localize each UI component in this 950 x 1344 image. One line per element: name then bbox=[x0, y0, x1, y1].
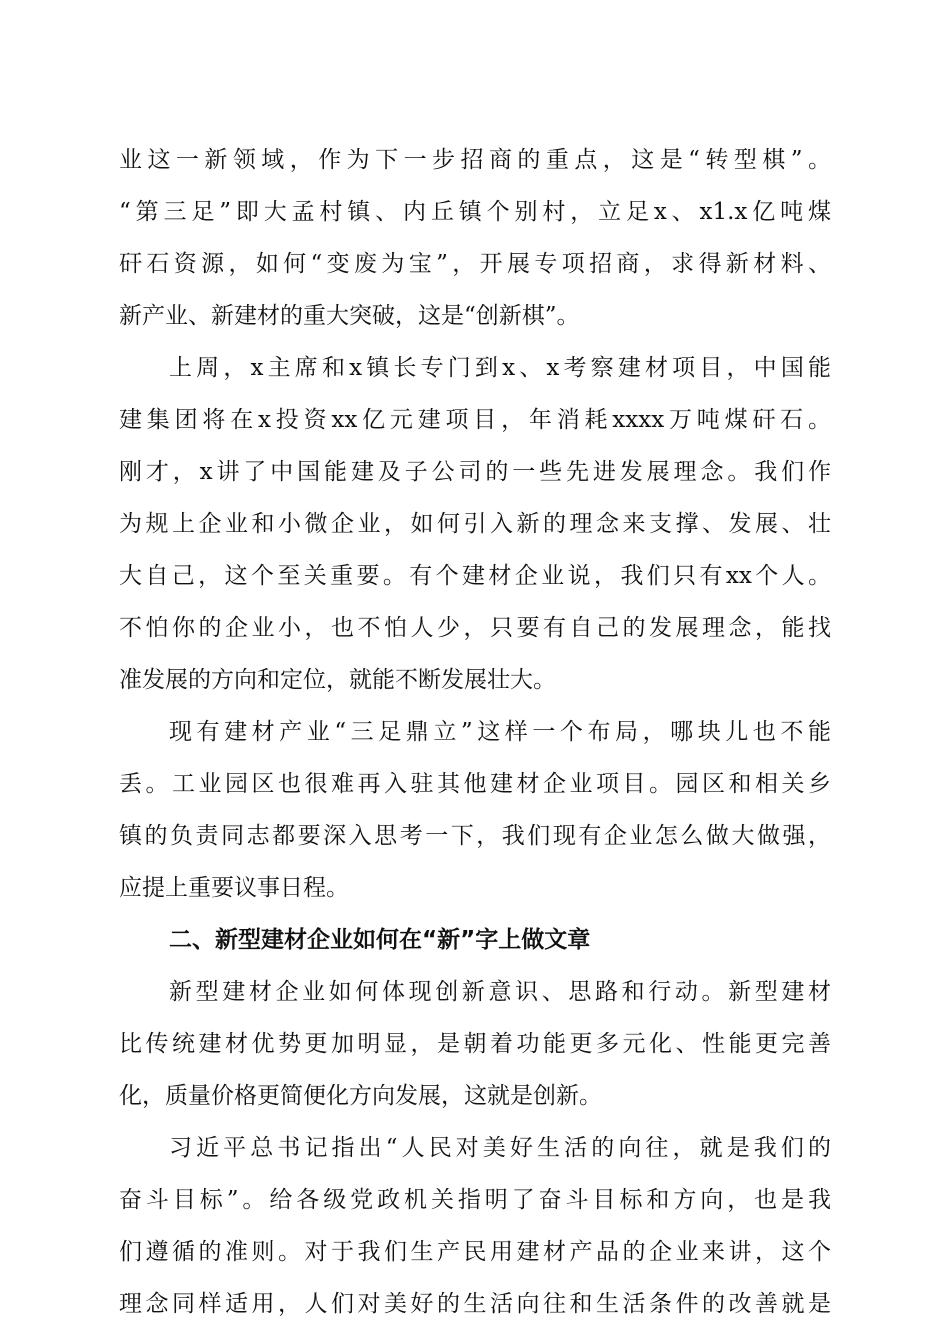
text-line: 现有建材产业“三足鼎立”这样一个布局，哪块儿也不能 bbox=[169, 719, 831, 745]
body-text bbox=[119, 134, 831, 1330]
section-heading: 二、新型建材企业如何在“新”字上做文章 bbox=[169, 927, 591, 953]
text-line: 们遵循的准则。对于我们生产民用建材产品的企业来讲，这个 bbox=[119, 1239, 831, 1265]
text-line: 准发展的方向和定位，就能不断发展壮大。 bbox=[119, 667, 556, 693]
text-line: 化，质量价格更简便化方向发展，这就是创新。 bbox=[119, 1083, 602, 1109]
text-line: 业这一新领域，作为下一步招商的重点，这是“转型棋”。 bbox=[119, 147, 831, 173]
text-line: 理念同样适用，人们对美好的生活向往和生活条件的改善就是 bbox=[119, 1291, 831, 1317]
text-line: 奋斗目标”。给各级党政机关指明了奋斗目标和方向，也是我 bbox=[119, 1187, 831, 1213]
text-line: 比传统建材优势更加明显，是朝着功能更多元化、性能更完善 bbox=[119, 1031, 831, 1057]
text-line: 不怕你的企业小，也不怕人少，只要有自己的发展理念，能找 bbox=[119, 615, 831, 641]
text-line: 新产业、新建材的重大突破，这是“创新棋”。 bbox=[119, 303, 580, 329]
text-line: 为规上企业和小微企业，如何引入新的理念来支撑、发展、壮 bbox=[119, 511, 831, 537]
text-line: 矸石资源，如何“变废为宝”，开展专项招商，求得新材料、 bbox=[119, 251, 831, 277]
text-line: 镇的负责同志都要深入思考一下，我们现有企业怎么做大做强， bbox=[119, 823, 831, 849]
text-line: 习近平总书记指出“人民对美好生活的向往，就是我们的 bbox=[169, 1135, 831, 1161]
text-line: 丢。工业园区也很难再入驻其他建材企业项目。园区和相关乡 bbox=[119, 771, 831, 797]
text-line: 上周，x主席和x镇长专门到x、x考察建材项目，中国能 bbox=[169, 355, 831, 381]
text-line: 大自己，这个至关重要。有个建材企业说，我们只有xx个人。 bbox=[119, 563, 831, 589]
text-line: 建集团将在x投资xx亿元建项目，年消耗xxxx万吨煤矸石。 bbox=[119, 407, 831, 433]
text-line: 应提上重要议事日程。 bbox=[119, 875, 349, 901]
text-line: 刚才，x讲了中国能建及子公司的一些先进发展理念。我们作 bbox=[119, 459, 831, 485]
text-line: 新型建材企业如何体现创新意识、思路和行动。新型建材 bbox=[169, 979, 831, 1005]
text-line: “第三足”即大孟村镇、内丘镇个别村，立足x、x1.x亿吨煤 bbox=[119, 199, 831, 225]
